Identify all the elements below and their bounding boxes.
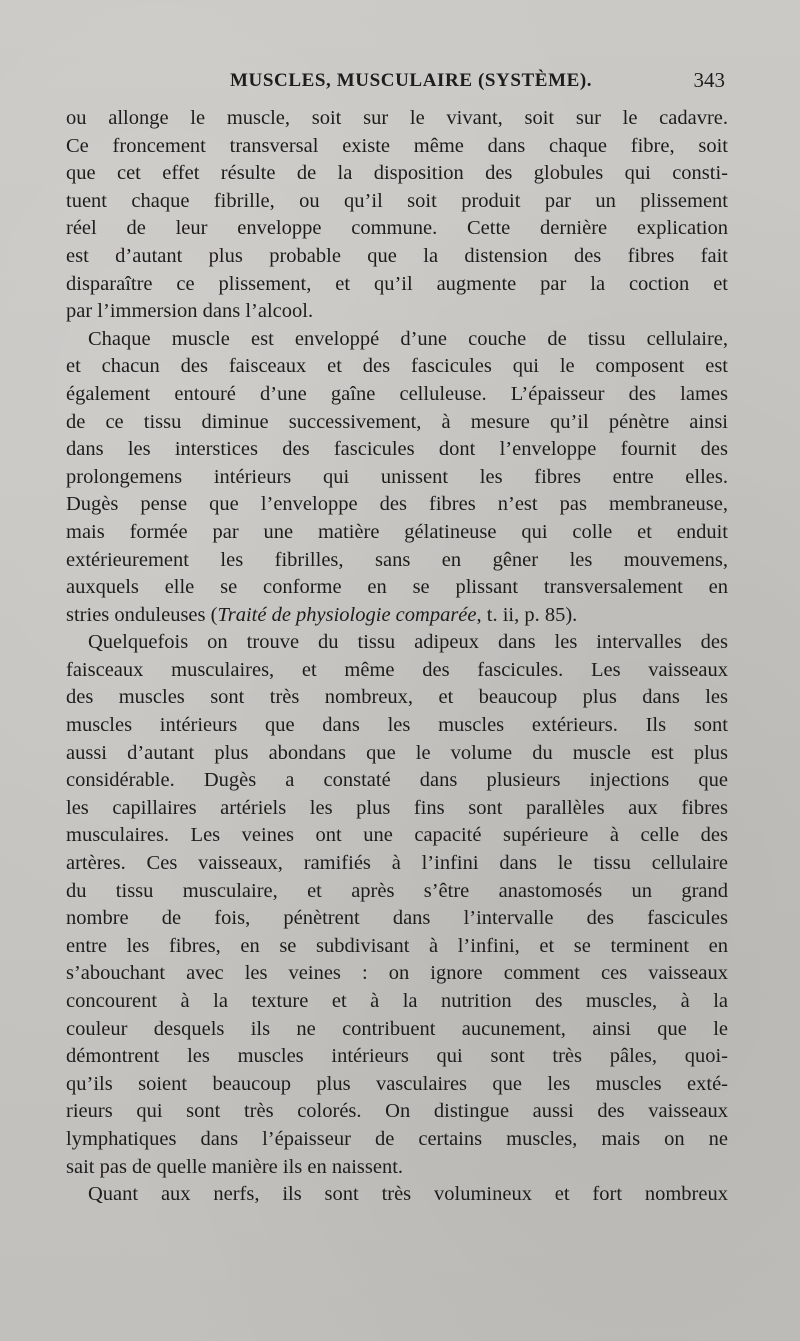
text-line: de ce tissu diminue successivement, à mesure qu’il pénètre ainsi: [66, 410, 728, 433]
text-line: dans les interstices des fascicules dont l’enveloppe fournit des: [66, 438, 728, 461]
text-line: sait pas de quelle manière ils en naissent.: [66, 1155, 404, 1178]
text-line: Quelquefois on trouve du tissu adipeux dans les intervalles des: [88, 631, 728, 654]
paragraph-3: [66, 629, 728, 1181]
text-line: rieurs qui sont très colorés. On distingue aussi des vaisseaux: [66, 1100, 728, 1123]
text-line: réel de leur enveloppe commune. Cette dernière explication: [66, 217, 728, 240]
text-line: s’abouchant avec les veines : on ignore comment ces vaisseaux: [66, 962, 728, 985]
text-line: prolongemens intérieurs qui unissent les fibres entre elles.: [66, 465, 728, 488]
text-line: considérable. Dugès a constaté dans plusieurs injections que: [66, 769, 728, 792]
text-line: Dugès pense que l’enveloppe des fibres n’est pas membraneuse,: [66, 493, 728, 516]
running-title: MUSCLES, MUSCULAIRE (SYSTÈME).: [230, 70, 593, 91]
text-line: aussi d’autant plus abondans que le volume du muscle est plus: [66, 741, 728, 764]
citation-lead-text: stries onduleuses (: [66, 603, 218, 626]
citation-title: Traité de physiologie comparée: [217, 603, 477, 626]
text-line: extérieurement les fibrilles, sans en gêner les mouvemens,: [66, 548, 728, 571]
text-line: ou allonge le muscle, soit sur le vivant, soit sur le cadavre.: [66, 107, 728, 129]
page-number: 343: [693, 68, 725, 92]
text-line: artères. Ces vaisseaux, ramifiés à l’infini dans le tissu cellulaire: [66, 852, 728, 875]
text-line: muscles intérieurs que dans les muscles extérieurs. Ils sont: [66, 714, 728, 737]
body-text: [66, 105, 728, 1209]
text-line: des muscles sont très nombreux, et beaucoup plus dans les: [66, 686, 728, 709]
text-line: Ce froncement transversal existe même dans chaque fibre, soit: [66, 134, 728, 157]
text-line: musculaires. Les veines ont une capacité supérieure à celle des: [66, 824, 728, 847]
text-line: qu’ils soient beaucoup plus vasculaires que les muscles exté-: [66, 1072, 728, 1095]
text-line: faisceaux musculaires, et même des fascicules. Les vaisseaux: [66, 658, 728, 681]
paragraph-1: [66, 105, 728, 326]
paragraph-2: [66, 326, 728, 630]
text-line: couleur desquels ils ne contribuent aucunement, ainsi que le: [66, 1017, 728, 1040]
text-line: démontrent les muscles intérieurs qui sont très pâles, quoi-: [66, 1045, 728, 1068]
text-line: que cet effet résulte de la disposition des globules qui consti-: [66, 162, 728, 185]
text-line: nombre de fois, pénètrent dans l’intervalle des fascicules: [66, 907, 728, 930]
text-line: et chacun des faisceaux et des fascicules qui le composent est: [66, 355, 728, 378]
text-line: est d’autant plus probable que la distension des fibres fait: [66, 244, 728, 267]
text-line: du tissu musculaire, et après s’être anastomosés un grand: [66, 879, 728, 902]
text-line: concourent à la texture et à la nutrition des muscles, à la: [66, 990, 728, 1012]
text-line: auxquels elle se conforme en se plissant transversalement en: [66, 576, 728, 599]
text-line: disparaître ce plissement, et qu’il augmente par la coction et: [66, 272, 728, 295]
text-line-with-citation: [66, 602, 728, 630]
text-line: Chaque muscle est enveloppé d’une couche de tissu cellulaire,: [88, 327, 728, 350]
text-line: les capillaires artériels les plus fins sont parallèles aux fibres: [66, 796, 728, 819]
text-line: lymphatiques dans l’épaisseur de certains muscles, mais on ne: [66, 1127, 728, 1150]
text-line: entre les fibres, en se subdivisant à l’infini, et se terminent en: [66, 934, 728, 957]
text-line: Quant aux nerfs, ils sont très volumineux et fort nombreux: [88, 1183, 728, 1206]
text-line: mais formée par une matière gélatineuse qui colle et enduit: [66, 520, 728, 543]
citation-reference: , t. ii, p. 85).: [476, 603, 578, 626]
text-line: tuent chaque fibrille, ou qu’il soit produit par un plissement: [66, 189, 728, 212]
text-line: également entouré d’une gaîne celluleuse. L’épaisseur des lames: [66, 382, 728, 405]
page-header: [70, 66, 725, 100]
text-line: par l’immersion dans l’alcool.: [66, 300, 314, 323]
paragraph-4: [66, 1181, 728, 1209]
